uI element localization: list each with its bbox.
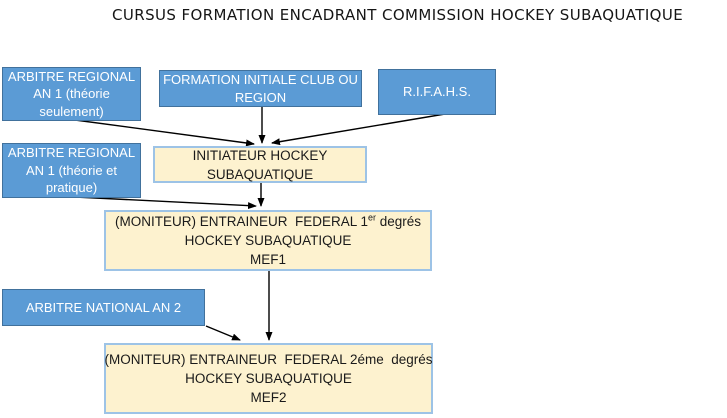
- mef1-line1-prefix: (MONITEUR) ENTRAINEUR FEDERAL 1: [114, 214, 368, 229]
- box-text-line: ARBITRE REGIONAL: [7, 68, 136, 84]
- box-arbitre-regional-an1-theorie-et-pratique: [2, 143, 141, 198]
- box-text-line: pratique): [45, 180, 98, 196]
- box-text-line: R.I.F.A.H.S.: [403, 84, 471, 100]
- box-mef1: [104, 210, 432, 271]
- box-text-line: MEF2: [250, 390, 287, 405]
- arrow-rifahs-to-initiateur: [272, 114, 445, 143]
- mef1-line1-superscript: er: [367, 212, 376, 223]
- box-text-line: REGION: [234, 89, 287, 105]
- box-text-line: MEF1: [249, 252, 286, 267]
- box-initiateur-hockey-subaquatique: [153, 146, 367, 183]
- box-text-line: seulement): [39, 103, 104, 119]
- box-formation-initiale-club-ou-region: [159, 70, 362, 107]
- diagram-title: CURSUS FORMATION ENCADRANT COMMISSION HOCKEY SUBAQUATIQUE: [112, 6, 684, 24]
- box-text-line: HOCKEY SUBAQUATIQUE: [185, 371, 352, 386]
- box-text-line: AN 1 (théorie et: [25, 162, 118, 178]
- box-mef2: [104, 343, 433, 414]
- box-text-line: ARBITRE REGIONAL: [7, 145, 136, 161]
- box-text-line: FORMATION INITIALE CLUB OU: [163, 72, 358, 87]
- box-text-line: SUBAQUATIQUE: [206, 166, 314, 182]
- box-text-line: INITIATEUR HOCKEY: [192, 147, 328, 163]
- arrow-arbitre-national-to-mef2: [206, 326, 240, 340]
- box-arbitre-national-an2: [2, 289, 205, 326]
- arrow-arbitre-regional2-to-mef1: [75, 197, 256, 206]
- box-text-line: ARBITRE NATIONAL AN 2: [25, 299, 182, 315]
- box-rifahs: [378, 69, 496, 115]
- box-text-line: (MONITEUR) ENTRAINEUR FEDERAL 2éme degrés: [104, 352, 433, 367]
- mef1-line1-suffix: degrés: [376, 214, 422, 229]
- box-text-line: [115, 212, 421, 231]
- arrow-arbitre-regional1-to-initiateur: [75, 120, 254, 144]
- box-text-line: HOCKEY SUBAQUATIQUE: [184, 233, 352, 248]
- box-arbitre-regional-an1-theorie-seulement: [2, 67, 141, 121]
- box-text-line: AN 1 (théorie: [33, 86, 110, 102]
